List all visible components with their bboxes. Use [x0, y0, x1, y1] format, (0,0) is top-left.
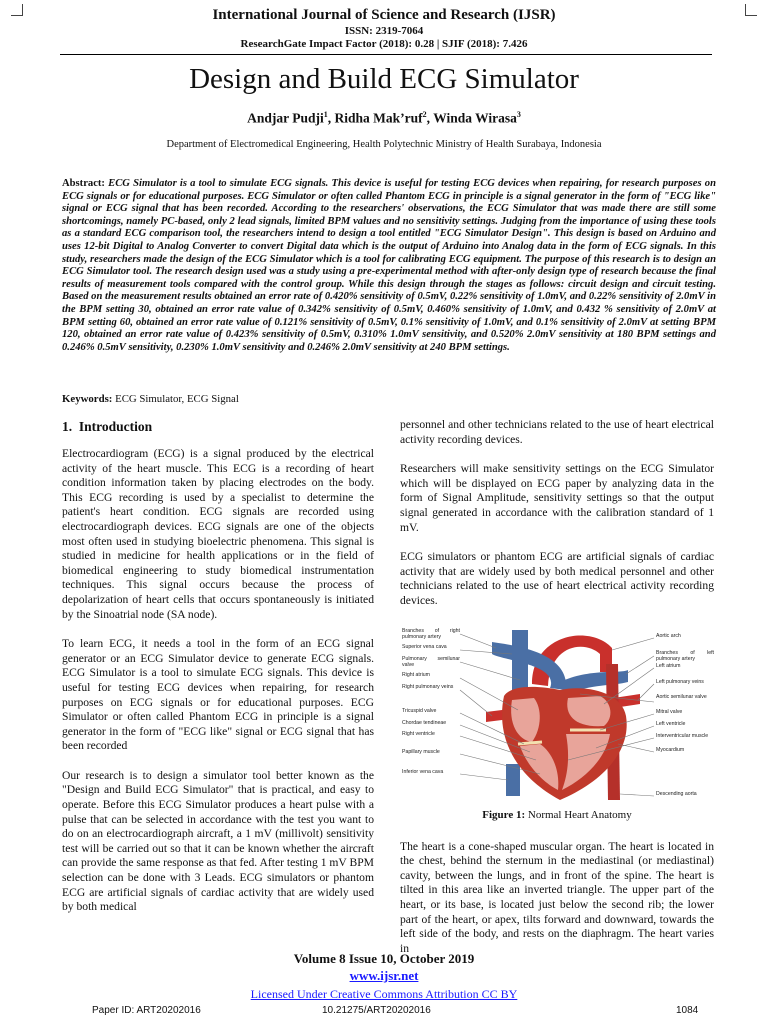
author-separator: ,: [426, 110, 434, 126]
inferior-vena-cava: [506, 764, 520, 796]
doi: 10.21275/ART20202016: [322, 1005, 431, 1016]
figure-callout-label: Descending aorta: [656, 790, 697, 797]
volume-issue: Volume 8 Issue 10, October 2019: [293, 951, 475, 966]
body-paragraph: personnel and other technicians related to the use of heart electrical activity recording devices.: [400, 418, 714, 446]
figure-callout-label: Left pulmonary veins: [656, 678, 704, 685]
paper-id: Paper ID: ART20202016: [92, 1005, 201, 1016]
heart-anatomy-figure: [400, 624, 714, 804]
figure-callout-label: Tricuspid valve: [402, 707, 437, 714]
figure-callout-label: Branches of right pulmonary artery: [402, 627, 460, 640]
figure-callout-label: Inferior vena cava: [402, 768, 444, 775]
author-name: Ridha Mak’ruf: [334, 110, 423, 126]
figure-callout-label: Right atrium: [402, 671, 430, 678]
header-divider: [60, 54, 712, 55]
affiliation: Department of Electromedical Engineering, Health Polytechnic Ministry of Health Surabaya, Indonesia: [166, 139, 602, 150]
body-paragraph: Electrocardiogram (ECG) is a signal produced by the electrical activity of the heart muscle. This ECG is a recording of heart condition information taken by placing electrodes on the body. This ECG recording is used by a specialist to determine the patient's heart condition. ECG signals are recorded using electrocardiograph devices. ECG signals are one of the objects most often used in studying bioelectric phenomena. This signal is studied in medicine for health applications or in the field of biomedical engineering to study biomedical instrumentation techniques. This signal occurs because the process of depolarization of heart cells that occurs spontaneously is initiated by the Sinoatrial node (SA node).: [62, 447, 374, 621]
figure-callout-label: Left ventricle: [656, 720, 686, 727]
author-name: Andjar Pudji: [247, 110, 324, 126]
figure-caption-text: Normal Heart Anatomy: [527, 808, 632, 821]
left-column: [62, 418, 374, 930]
journal-website-link[interactable]: www.ijsr.net: [349, 968, 419, 983]
keywords-text: ECG Simulator, ECG Signal: [115, 393, 239, 405]
keywords: [62, 393, 716, 406]
figure-callout-label: Interventricular muscle: [656, 732, 709, 739]
journal-name: International Journal of Science and Research (IJSR): [212, 7, 556, 23]
body-paragraph: Researchers will make sensitivity settings on the ECG Simulator which will be displayed on ECG paper by analyzing data in the form of Signal Amplitude, sensitivity settings so that the output signal generated in accordance with the calibration standard of 1 mV.: [400, 462, 714, 534]
abstract-label: Abstract:: [62, 178, 105, 189]
abstract-text: ECG Simulator is a tool to simulate ECG signals. This device is useful for testing ECG devices when repairing, for research purposes on ECG signals or for educational purposes. ECG Simulator or often called Phantom ECG in principle is a signal generator in the form of "ECG like" signal or ECG signal that has been recorded. According to the researchers' observations, the ECG Simulator that was made there are still some shortcomings, namely PC-based, only 2 lead signals, limited BPM values and no sensitivity settings. Judging from the importance of using these tools as a standard ECG comparison tool, the researchers intend to design a tool entitled "ECG Simulator Design". This design is based on Arduino and uses 12-bit Digital to Analog Converter to convert Digital data which is the output of Arduino into Analog data in the form of ECG signals. In this study, researchers made the design of the ECG Simulator which is a tool for calibrating ECG equipment. The purpose of this research is to design an ECG Simulator tool. The research design used was a study using a pre-experimental method with after-only design type of research because the final results of measurement tools compared with the control group. While this design through the stages as follows: circuit design and circuit testing. Based on the measurement results obtained an error rate of 0.420% sensitivity of 0.5mV, 0.22% sensitivity of 1.0mV, and 0.22% sensitivity of 2.0mV in the BPM setting 30, obtained an error rate value of 0.342% sensitivity of 0.5mV, 0.460% sensitivity of 1.0mV, and 0.432 % sensitivity of 2.0mV at BPM setting 60, obtained an error rate value of 0.121% sensitivity of 0.5mV, 0.1% sensitivity of 1.0mV, and 0.1% sensitivity of 2.0mV at setting BPM 120, obtained an error rate value of 0.423% sensitivity of 0.5mV, 0.310% 1.0mV sensitivity, and 0.520% 2.0mV sensitivity at 180 BPM settings and 0.246% 0.5mV sensitivity, 0.230% 1.0mV sensitivity and 0.246% 2.0mV sensitivity at 240 BPM settings.: [62, 178, 716, 353]
body-paragraph: Our research is to design a simulator tool better known as the "Design and Build ECG Simulator" that is practical, and easy to operate. Before this ECG Simulator produces a heart pulse with a pulse that can be selected in accordance with the test you want to do on an electrocardiograph aircraft, a 1 mV (millivolt) sensitivity test will be carried out so that it can be known whether the aircraft can provide the same response as that fed. After testing 1 mV BPM selection can be done with 3 Leads. ECG simulators or phantom ECG are artificial signals of cardiac activity that are widely used by both medical: [62, 768, 374, 914]
figure-callout-label: Right ventricle: [402, 730, 435, 737]
body-paragraph: The heart is a cone-shaped muscular organ. The heart is located in the chest, behind the sternum in the mediastinal (or mediastinal) cavity, between the lungs, and in front of the spine. The heart is tilted in this area like an inverted triangle. The upper part of the heart, or its base, is located just below the second rib; the lower part of the heart, or apex, tilts forward and downward, towards the left side of the body, and rests on the diaphragm. The heart varies in: [400, 839, 714, 955]
figure-callout-label: Chordae tendineae: [402, 719, 447, 726]
figure-callout-label: Mitral valve: [656, 708, 683, 715]
issn: ISSN: 2319-7064: [344, 25, 424, 37]
figure-callout-label: Left atrium: [656, 662, 681, 669]
author-affil-mark: 3: [516, 110, 521, 119]
figure-callout-label: Right pulmonary veins: [402, 683, 454, 690]
section-heading: 1. Introduction: [62, 419, 153, 434]
page-number: 1084: [676, 1005, 699, 1016]
author-separator: ,: [327, 110, 335, 126]
figure-caption: [400, 808, 714, 822]
impact-factor: ResearchGate Impact Factor (2018): 0.28 | SJIF (2018): 7.426: [240, 38, 528, 50]
figure-callout-label: Superior vena cava: [402, 643, 447, 650]
page-footer: [0, 950, 768, 1003]
license-link[interactable]: Licensed Under Creative Commons Attribution CC BY: [250, 987, 518, 1001]
figure-callout-label: Pulmonary semilunar valve: [402, 655, 460, 668]
journal-header: [0, 6, 768, 51]
keywords-label: Keywords:: [62, 393, 113, 405]
right-column: [400, 418, 714, 971]
figure-callout-label: Aortic semilunar valve: [656, 693, 707, 700]
author-name: Winda Wirasa: [433, 110, 517, 126]
body-paragraph: To learn ECG, it needs a tool in the form of an ECG signal generator or an ECG Simulator device to generate ECG signals. ECG Simulator is a tool to simulate ECG signals. This device is useful for testing ECG devices when repairing, for research purposes on ECG signals or for educational purposes. ECG Simulator or often called Phantom ECG in principle is a signal generator in the form of "ECG like" signal or ECG signal that has been recorded: [62, 637, 374, 753]
body-paragraph: ECG simulators or phantom ECG are artificial signals of cardiac activity that are widely used by both medical personnel and other technicians related to the use of heart electrical activity recording devices.: [400, 550, 714, 607]
figure-callout-label: Papillary muscle: [402, 748, 440, 755]
abstract: [62, 178, 716, 354]
figure-callout-label: Aortic arch: [656, 632, 681, 639]
paper-title: Design and Build ECG Simulator: [189, 63, 579, 95]
figure-callout-label: Myocardium: [656, 746, 685, 753]
figure-caption-label: Figure 1:: [482, 808, 526, 821]
figure-callout-label: Branches of left pulmonary artery: [656, 649, 714, 662]
author-affil-mark: 1: [323, 110, 328, 119]
author-list: [0, 106, 768, 128]
author-affil-mark: 2: [422, 110, 427, 119]
